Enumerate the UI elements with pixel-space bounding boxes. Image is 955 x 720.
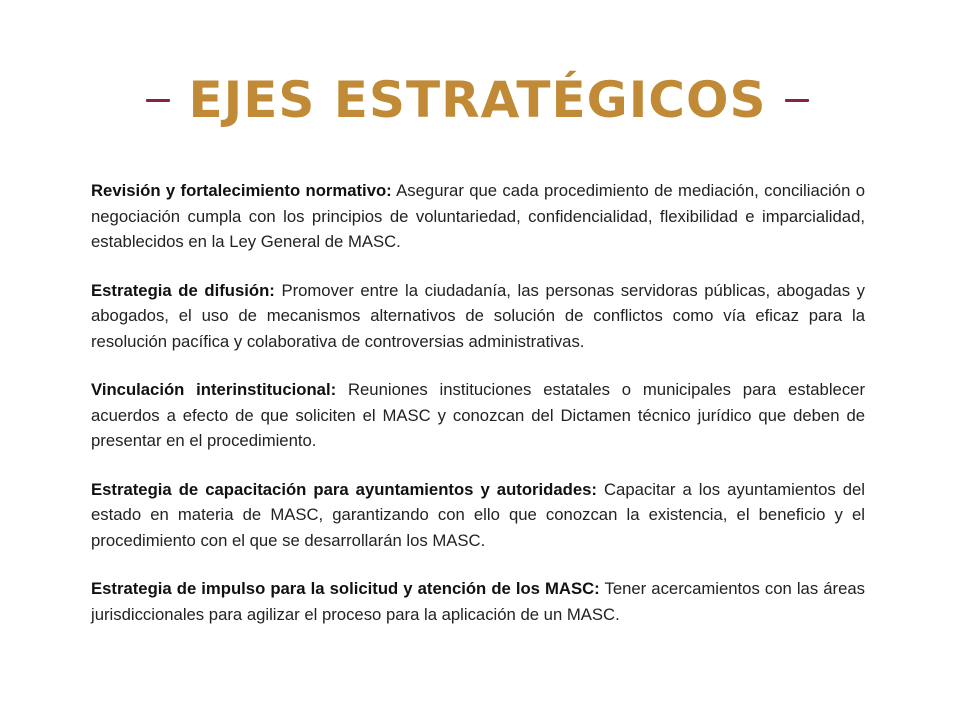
section-estrategia-difusion bbox=[91, 278, 865, 355]
section-vinculacion-interinstitucional bbox=[91, 377, 865, 454]
section-heading: Estrategia de capacitación para ayuntamientos y autoridades: bbox=[91, 479, 597, 499]
section-heading: Estrategia de difusión: bbox=[91, 280, 275, 300]
section-heading: Estrategia de impulso para la solicitud y atención de los MASC: bbox=[91, 579, 600, 598]
title-dash-left bbox=[146, 99, 170, 102]
section-body: Promover entre la ciudadanía, las personas servidoras públicas, abogadas y abogados, el uso de mecanismos alternativos de solución de conflictos como vía eficaz para la resolución pacífica y colaborativa de controversias administrativas. bbox=[91, 280, 865, 351]
page-title: EJES ESTRATÉGICOS bbox=[188, 71, 767, 129]
section-capacitacion-ayuntamientos bbox=[91, 477, 865, 554]
section-heading: Revisión y fortalecimiento normativo: bbox=[91, 181, 392, 200]
section-body: Reuniones instituciones estatales o municipales para establecer acuerdos a efecto de que soliciten el MASC y conozcan del Dictamen técnico jurídico que deben de presentar en el procedimiento. bbox=[91, 380, 866, 450]
section-impulso-solicitud-masc bbox=[91, 576, 865, 627]
section-body: Asegurar que cada procedimiento de mediación, conciliación o negociación cumpla con los principios de voluntariedad, confidencialidad, flexibilidad e imparcialidad, establecidos en la Ley General de MASC. bbox=[91, 181, 865, 251]
strategic-axes-list bbox=[91, 178, 865, 650]
section-revision-normativa bbox=[91, 178, 865, 255]
section-body: Tener acercamientos con las áreas jurisdiccionales para agilizar el proceso para la aplicación de un MASC. bbox=[91, 579, 865, 624]
section-body: Capacitar a los ayuntamientos del estado en materia de MASC, garantizando con ello que conozcan la existencia, el beneficio y el procedimiento con el que se desarrollarán los MASC. bbox=[91, 479, 865, 550]
section-heading: Vinculación interinstitucional: bbox=[91, 380, 337, 399]
title-dash-right bbox=[785, 99, 809, 102]
title-row bbox=[0, 68, 955, 132]
